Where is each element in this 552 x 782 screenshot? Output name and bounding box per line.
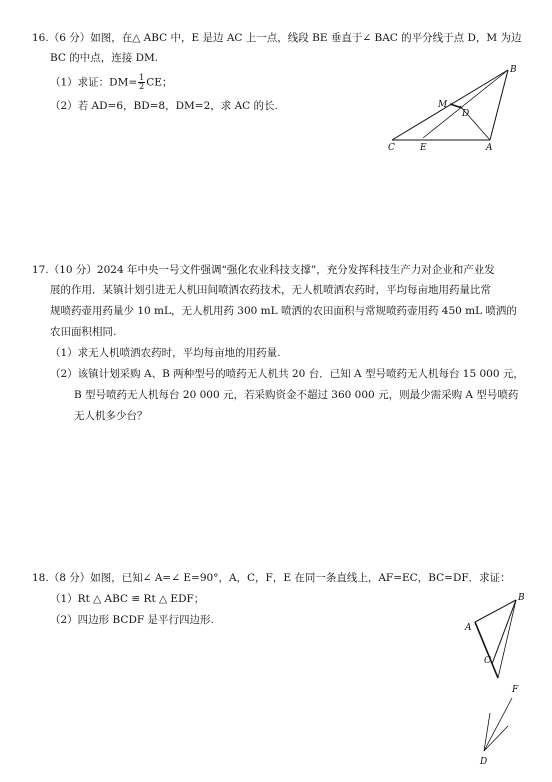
q16-label-a: A — [486, 143, 493, 153]
q16-label-e: E — [420, 143, 427, 153]
q18-label-c: C — [484, 656, 491, 666]
q16-stem-line-2: BC 的中点，连接 DM. — [50, 52, 159, 64]
q16-triangle-figure — [380, 60, 525, 155]
q16-stem-line-1: 16.（6 分）如图，在△ ABC 中，E 是边 AC 上一点，线段 BE 垂直于∠ BAC 的平分线于点 D，M 为边 — [32, 32, 522, 44]
q16-label-b: B — [510, 65, 517, 75]
q18-segment-bc — [492, 600, 516, 664]
q16-segment-be — [423, 70, 508, 138]
q17-stem-line-2: 展的作用．某镇计划引进无人机田间喷洒农药技术，无人机喷洒农药时，平均每亩地用药量比常 — [50, 284, 491, 296]
q16-label-d: D — [462, 109, 470, 119]
q18-label-d: D — [480, 757, 488, 767]
q16-segment-ba — [490, 70, 508, 140]
q16-part-1-suffix: CE； — [146, 76, 173, 89]
q18-part-1: （1）Rt △ ABC ≌ Rt △ EDF； — [50, 593, 205, 605]
q16-segment-bc — [392, 70, 508, 140]
q18-segment-ba — [475, 600, 516, 622]
q18-segment-ac — [475, 622, 498, 678]
q17-part-2-line-1: （2）该镇计划采购 A、B 两种型号的喷药无人机共 20 台．已知 A 型号喷药无人机每台 15 000 元， — [50, 368, 524, 380]
q17-part-1: （1）求无人机喷洒农药时，平均每亩地的用药量. — [50, 347, 281, 359]
q18-stem-line-1: 18.（8 分）如图，已知∠ A=∠ E=90°，A，C，F，E 在同一条直线上，AF=EC，BC=DF．求证： — [32, 572, 511, 584]
q18-part-2: （2）四边形 BCDF 是平行四边形. — [50, 614, 214, 626]
q16-part-2: （2）若 AD=6，BD=8，DM=2，求 AC 的长. — [50, 100, 278, 112]
q18-figure — [460, 588, 540, 773]
q17-part-2-line-3: 无人机多少台？ — [74, 410, 148, 422]
q16-part-1 — [50, 74, 172, 91]
q17-part-2-line-2: B 型号喷药无人机每台 20 000 元，若采购资金不超过 360 000 元，则最少需采购 A 型号喷药 — [74, 389, 519, 401]
q16-fraction — [138, 74, 145, 91]
q18-label-a: A — [465, 623, 472, 633]
q16-label-c: C — [388, 143, 395, 153]
q16-part-1-prefix: （1）求证：DM= — [50, 76, 138, 89]
q18-label-b: B — [518, 593, 525, 603]
q18-label-f: F — [512, 685, 519, 695]
q18-segment-bf — [498, 600, 516, 678]
q16-fraction-numerator: 1 — [139, 73, 145, 82]
q17-stem-line-3: 规喷药壶用药量少 10 mL，无人机用药 300 mL 喷洒的农田面积与常规喷药壶用药 450 mL 喷洒的 — [50, 305, 517, 317]
q17-stem-line-1: 17.（10 分）2024 年中央一号文件强调“强化农业科技支撑”，充分发挥科技生产力对企业和产业发 — [32, 264, 495, 276]
q16-fraction-denominator: 2 — [139, 82, 145, 91]
q16-label-m: M — [438, 100, 448, 110]
q17-stem-line-4: 农田面积相同. — [50, 326, 117, 338]
